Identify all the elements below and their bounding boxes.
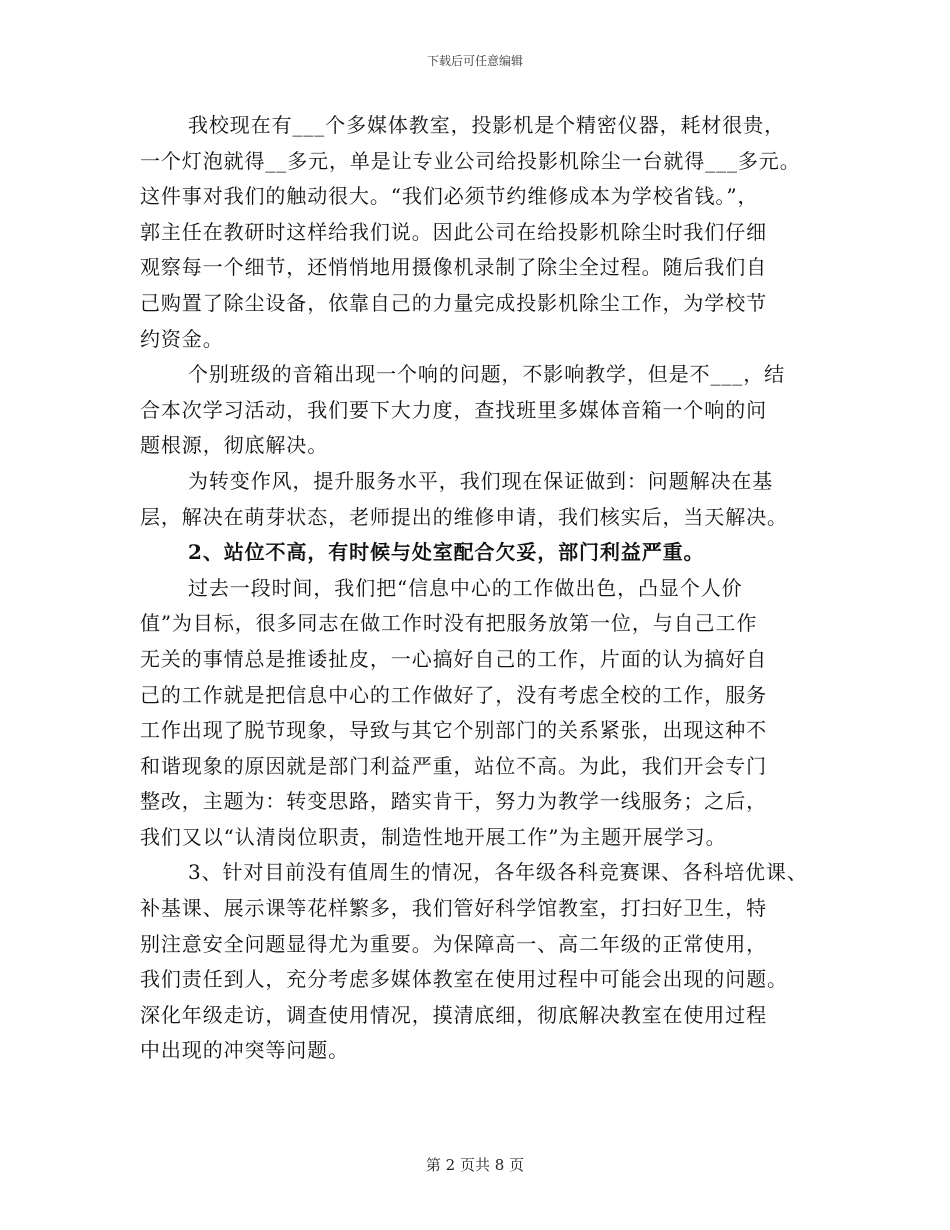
paragraph-line: 无关的事情总是推诿扯皮，一心搞好自己的工作，片面的认为搞好自	[140, 646, 767, 671]
paragraph-line: 己购置了除尘设备，依靠自己的力量完成投影机除尘工作，为学校节	[140, 290, 767, 315]
document-body	[140, 108, 830, 1069]
page-header-note: 下载后可任意编辑	[426, 54, 523, 68]
paragraph-line: 值”为目标，很多同志在做工作时没有把服务放第一位，与自己工作	[140, 611, 758, 636]
section-heading-line: 2、站位不高，有时候与处室配合欠妥，部门利益严重。	[188, 540, 705, 565]
paragraph-line: 层，解决在萌芽状态，老师提出的维修申请，我们核实后，当天解决。	[140, 504, 788, 529]
paragraph-line: 别注意安全问题显得尤为重要。为保障高一、高二年级的正常使用，	[140, 931, 767, 956]
page-number-footer: 第 2 页共 8 页	[425, 1156, 525, 1174]
paragraph-line: 一个灯泡就得__多元，单是让专业公司给投影机除尘一台就得___多元。	[140, 148, 801, 173]
paragraph-line: 己的工作就是把信息中心的工作做好了，没有考虑全校的工作，服务	[140, 682, 767, 707]
paragraph-line: 我们又以“认清岗位职责，制造性地开展工作”为主题开展学习。	[140, 824, 727, 849]
paragraph-line: 郭主任在教研时这样给我们说。因此公司在给投影机除尘时我们仔细	[140, 219, 767, 244]
paragraph-line: 我们责任到人，充分考虑多媒体教室在使用过程中可能会出现的问题。	[140, 967, 788, 992]
paragraph-line: 中出现的冲突等问题。	[140, 1038, 349, 1063]
paragraph-line: 约资金。	[140, 326, 224, 351]
paragraph-line: 题根源，彻底解决。	[140, 433, 329, 458]
paragraph-line: 观察每一个细节，还悄悄地用摄像机录制了除尘全过程。随后我们自	[140, 255, 767, 280]
paragraph-line: 3、针对目前没有值周生的情况，各年级各科竞赛课、各科培优课、	[188, 860, 808, 885]
paragraph-line: 合本次学习活动，我们要下大力度，查找班里多媒体音箱一个响的问	[140, 397, 767, 422]
paragraph-line: 工作出现了脱节现象，导致与其它个别部门的关系紧张，出现这种不	[140, 718, 767, 743]
paragraph-line: 补基课、展示课等花样繁多，我们管好科学馆教室，打扫好卫生，特	[140, 896, 767, 921]
paragraph-line: 过去一段时间，我们把“信息中心的工作做出色，凸显个人价	[188, 575, 743, 600]
paragraph-line: 整改，主题为：转变思路，踏实肯干，努力为教学一线服务；之后，	[140, 789, 767, 814]
paragraph-line: 我校现在有___个多媒体教室，投影机是个精密仪器，耗材很贵，	[188, 113, 785, 137]
paragraph-line: 个别班级的音箱出现一个响的问题，不影响教学，但是不___，结	[188, 362, 785, 387]
paragraph-line: 深化年级走访，调查使用情况，摸清底细，彻底解决教室在使用过程	[140, 1002, 767, 1027]
paragraph-line: 为转变作风，提升服务水平，我们现在保证做到：问题解决在基	[188, 468, 774, 493]
paragraph-line: 这件事对我们的触动很大。“我们必须节约维修成本为学校省钱。”，	[140, 184, 759, 209]
paragraph-line: 和谐现象的原因就是部门利益严重，站位不高。为此，我们开会专门	[140, 753, 767, 778]
